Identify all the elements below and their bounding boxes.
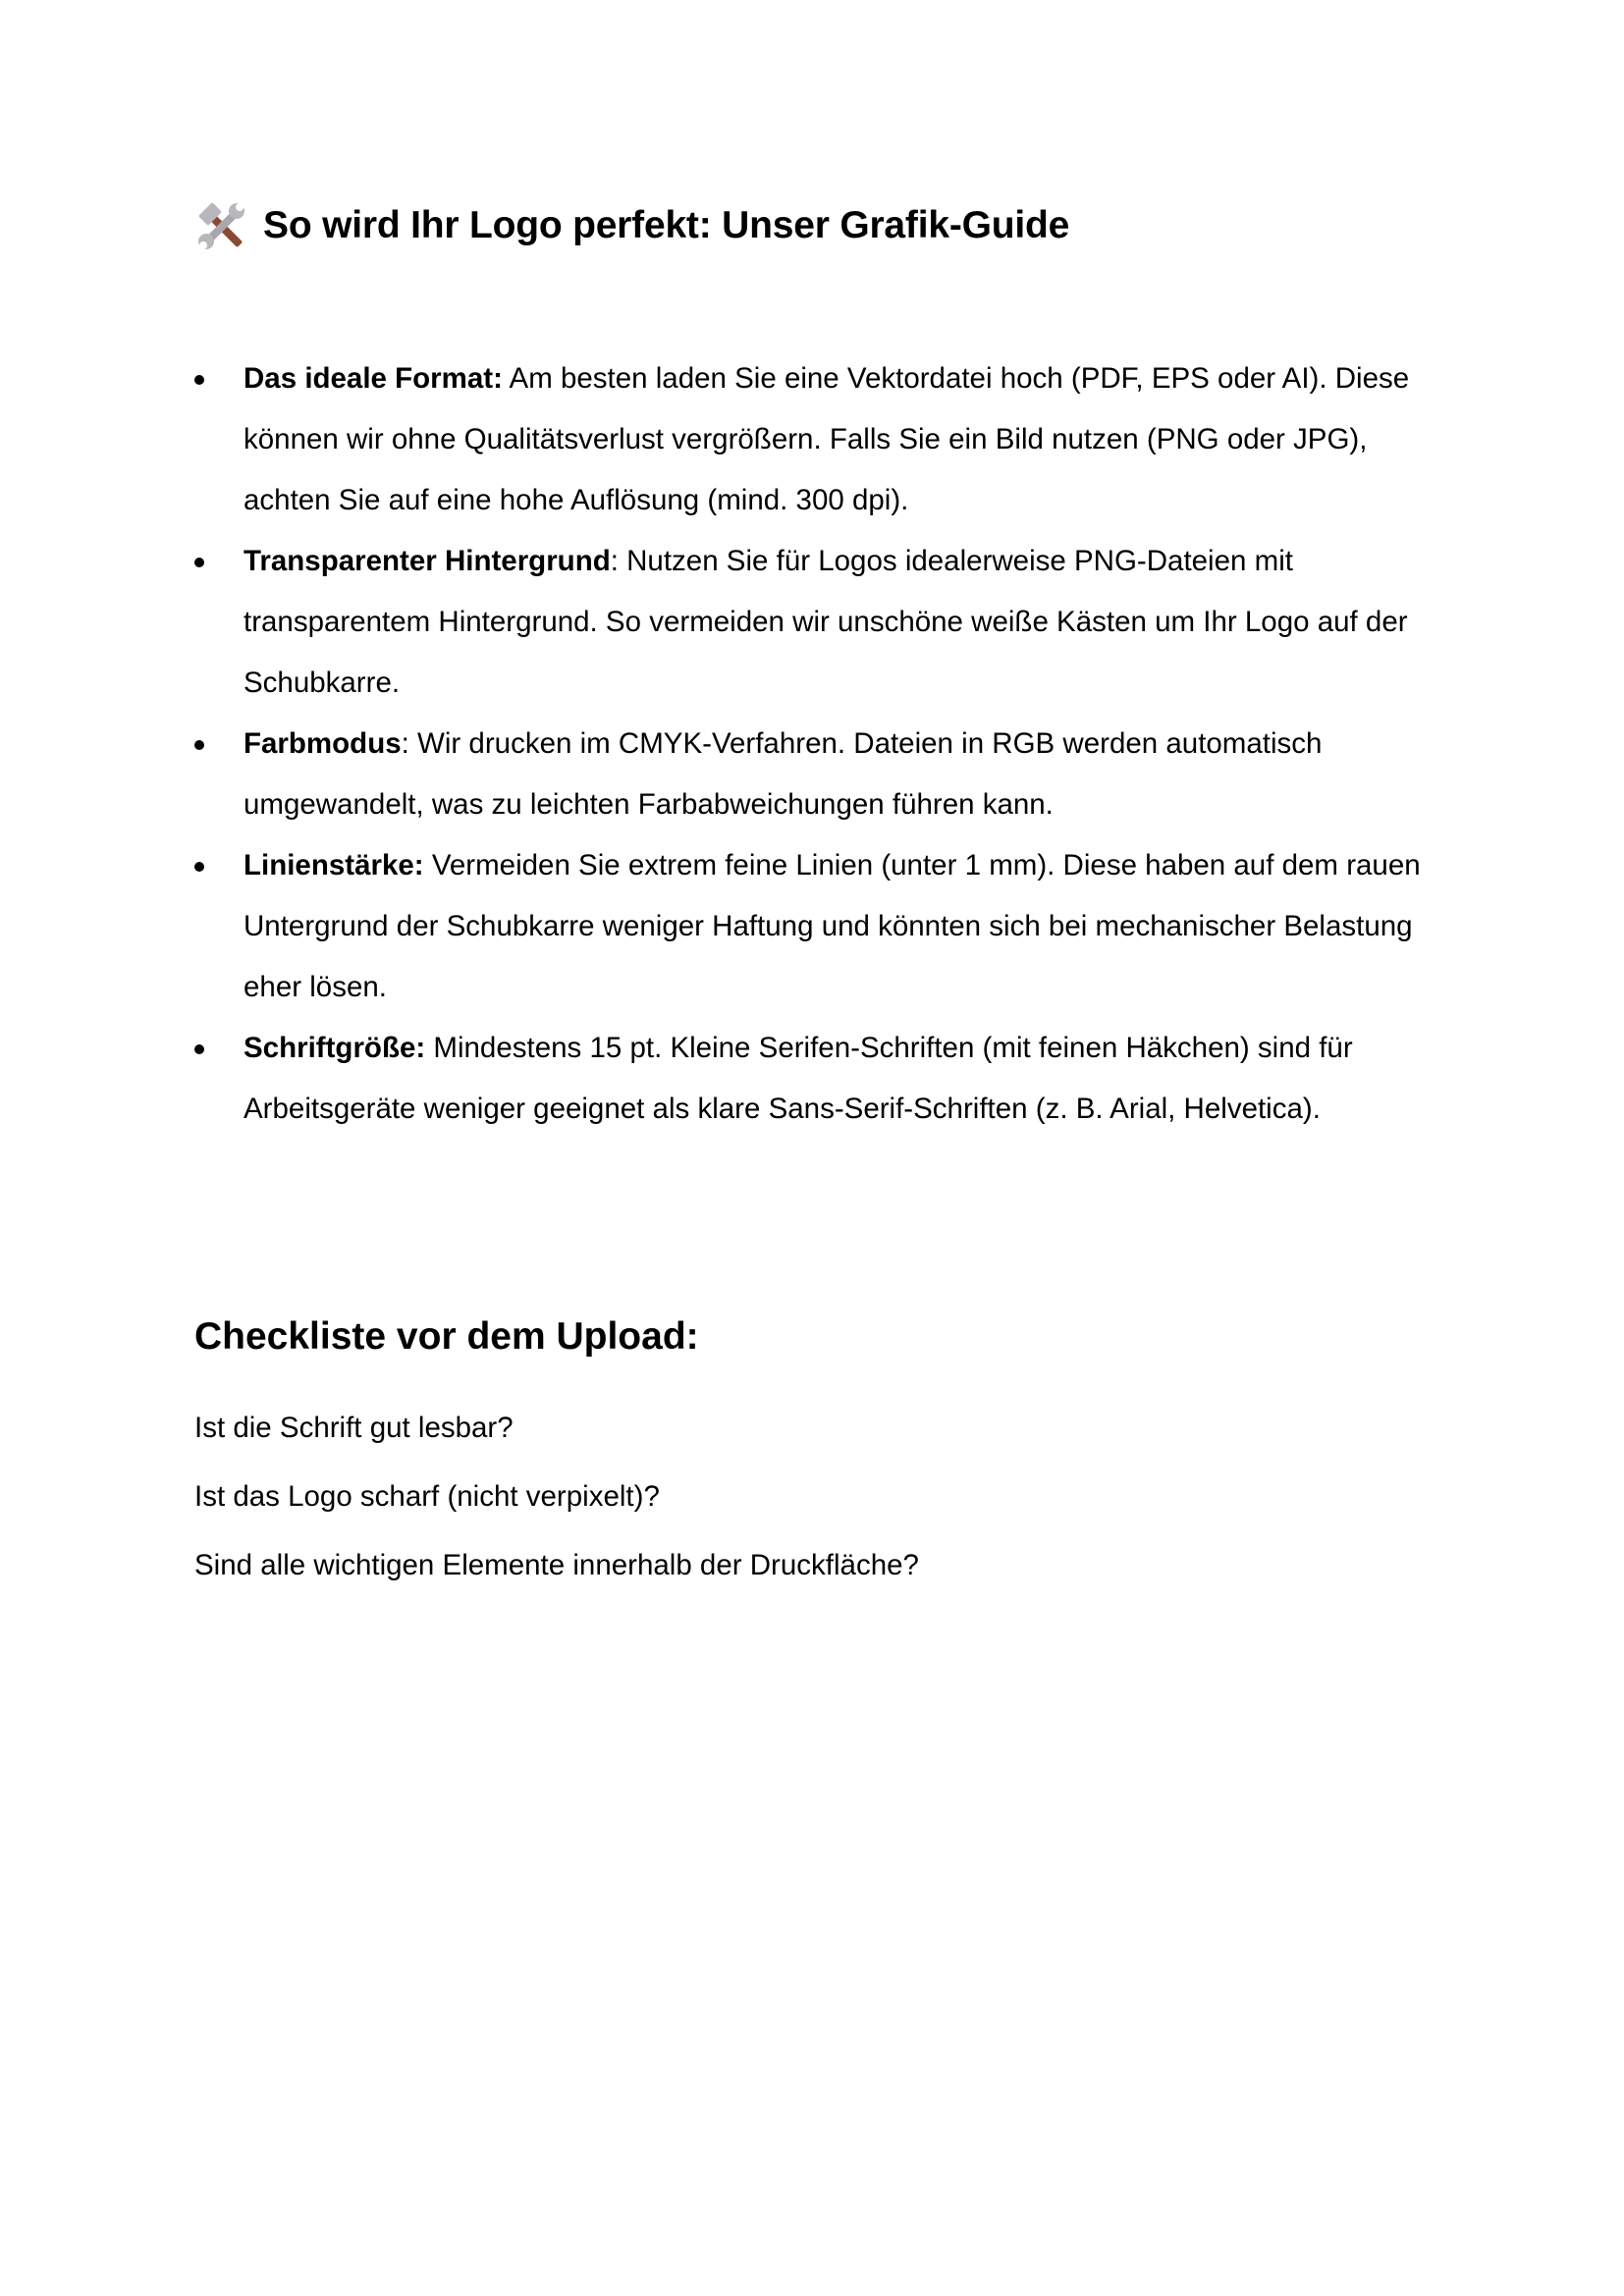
hammer-and-wrench-icon [196,201,247,250]
checklist [194,1394,919,1600]
tip-text: : Wir drucken im CMYK-Verfahren. Dateien in RGB werden automatisch umgewandelt, was zu leichten Farbabweichungen führen kann. [244,727,1323,821]
checklist-heading: Checkliste vor dem Upload: [194,1315,699,1358]
tip-label: Das ideale Format: [244,362,503,395]
checklist-item: Ist das Logo scharf (nicht verpixelt)? [194,1480,660,1513]
tip-text: : Nutzen Sie für Logos idealerweise PNG-Dateien mit transparentem Hintergrund. So vermeiden wir unschöne weiße Kästen um Ihr Logo auf der Schubkarre. [244,545,1408,699]
checklist-item: Ist die Schrift gut lesbar? [194,1412,514,1444]
tip-text: Vermeiden Sie extrem feine Linien (unter 1 mm). Diese haben auf dem rauen Untergrund der Schubkarre weniger Haftung und könnten sich bei mechanischer Belastung eher lösen. [244,849,1421,1003]
tip-item [194,1018,1441,1140]
tips-list [194,348,1441,1140]
tip-label: Farbmodus [244,727,402,760]
tip-item [194,714,1441,835]
checklist-item: Sind alle wichtigen Elemente innerhalb der Druckfläche? [194,1549,919,1581]
bullet-icon [194,1044,204,1054]
tip-item [194,348,1441,531]
tip-label: Linienstärke: [244,849,424,881]
bullet-icon [194,862,204,872]
bullet-icon [194,558,204,567]
bullet-icon [194,740,204,750]
page-title [196,201,1069,250]
bullet-icon [194,375,204,385]
tip-item [194,531,1441,714]
tip-label: Schriftgröße: [244,1032,426,1064]
tip-item [194,835,1441,1018]
tip-text: Mindestens 15 pt. Kleine Serifen-Schriften (mit feinen Häkchen) sind für Arbeitsgeräte weniger geeignet als klare Sans-Serif-Schriften (z. B. Arial, Helvetica). [244,1032,1353,1125]
tip-label: Transparenter Hintergrund [244,545,611,577]
page-title-text: So wird Ihr Logo perfekt: Unser Grafik-Guide [263,204,1070,246]
tip-text: Am besten laden Sie eine Vektordatei hoch (PDF, EPS oder AI). Diese können wir ohne Qualitätsverlust vergrößern. Falls Sie ein Bild nutzen (PNG oder JPG), achten Sie auf eine hohe Auflösung (mind. 300 dpi). [244,362,1410,516]
